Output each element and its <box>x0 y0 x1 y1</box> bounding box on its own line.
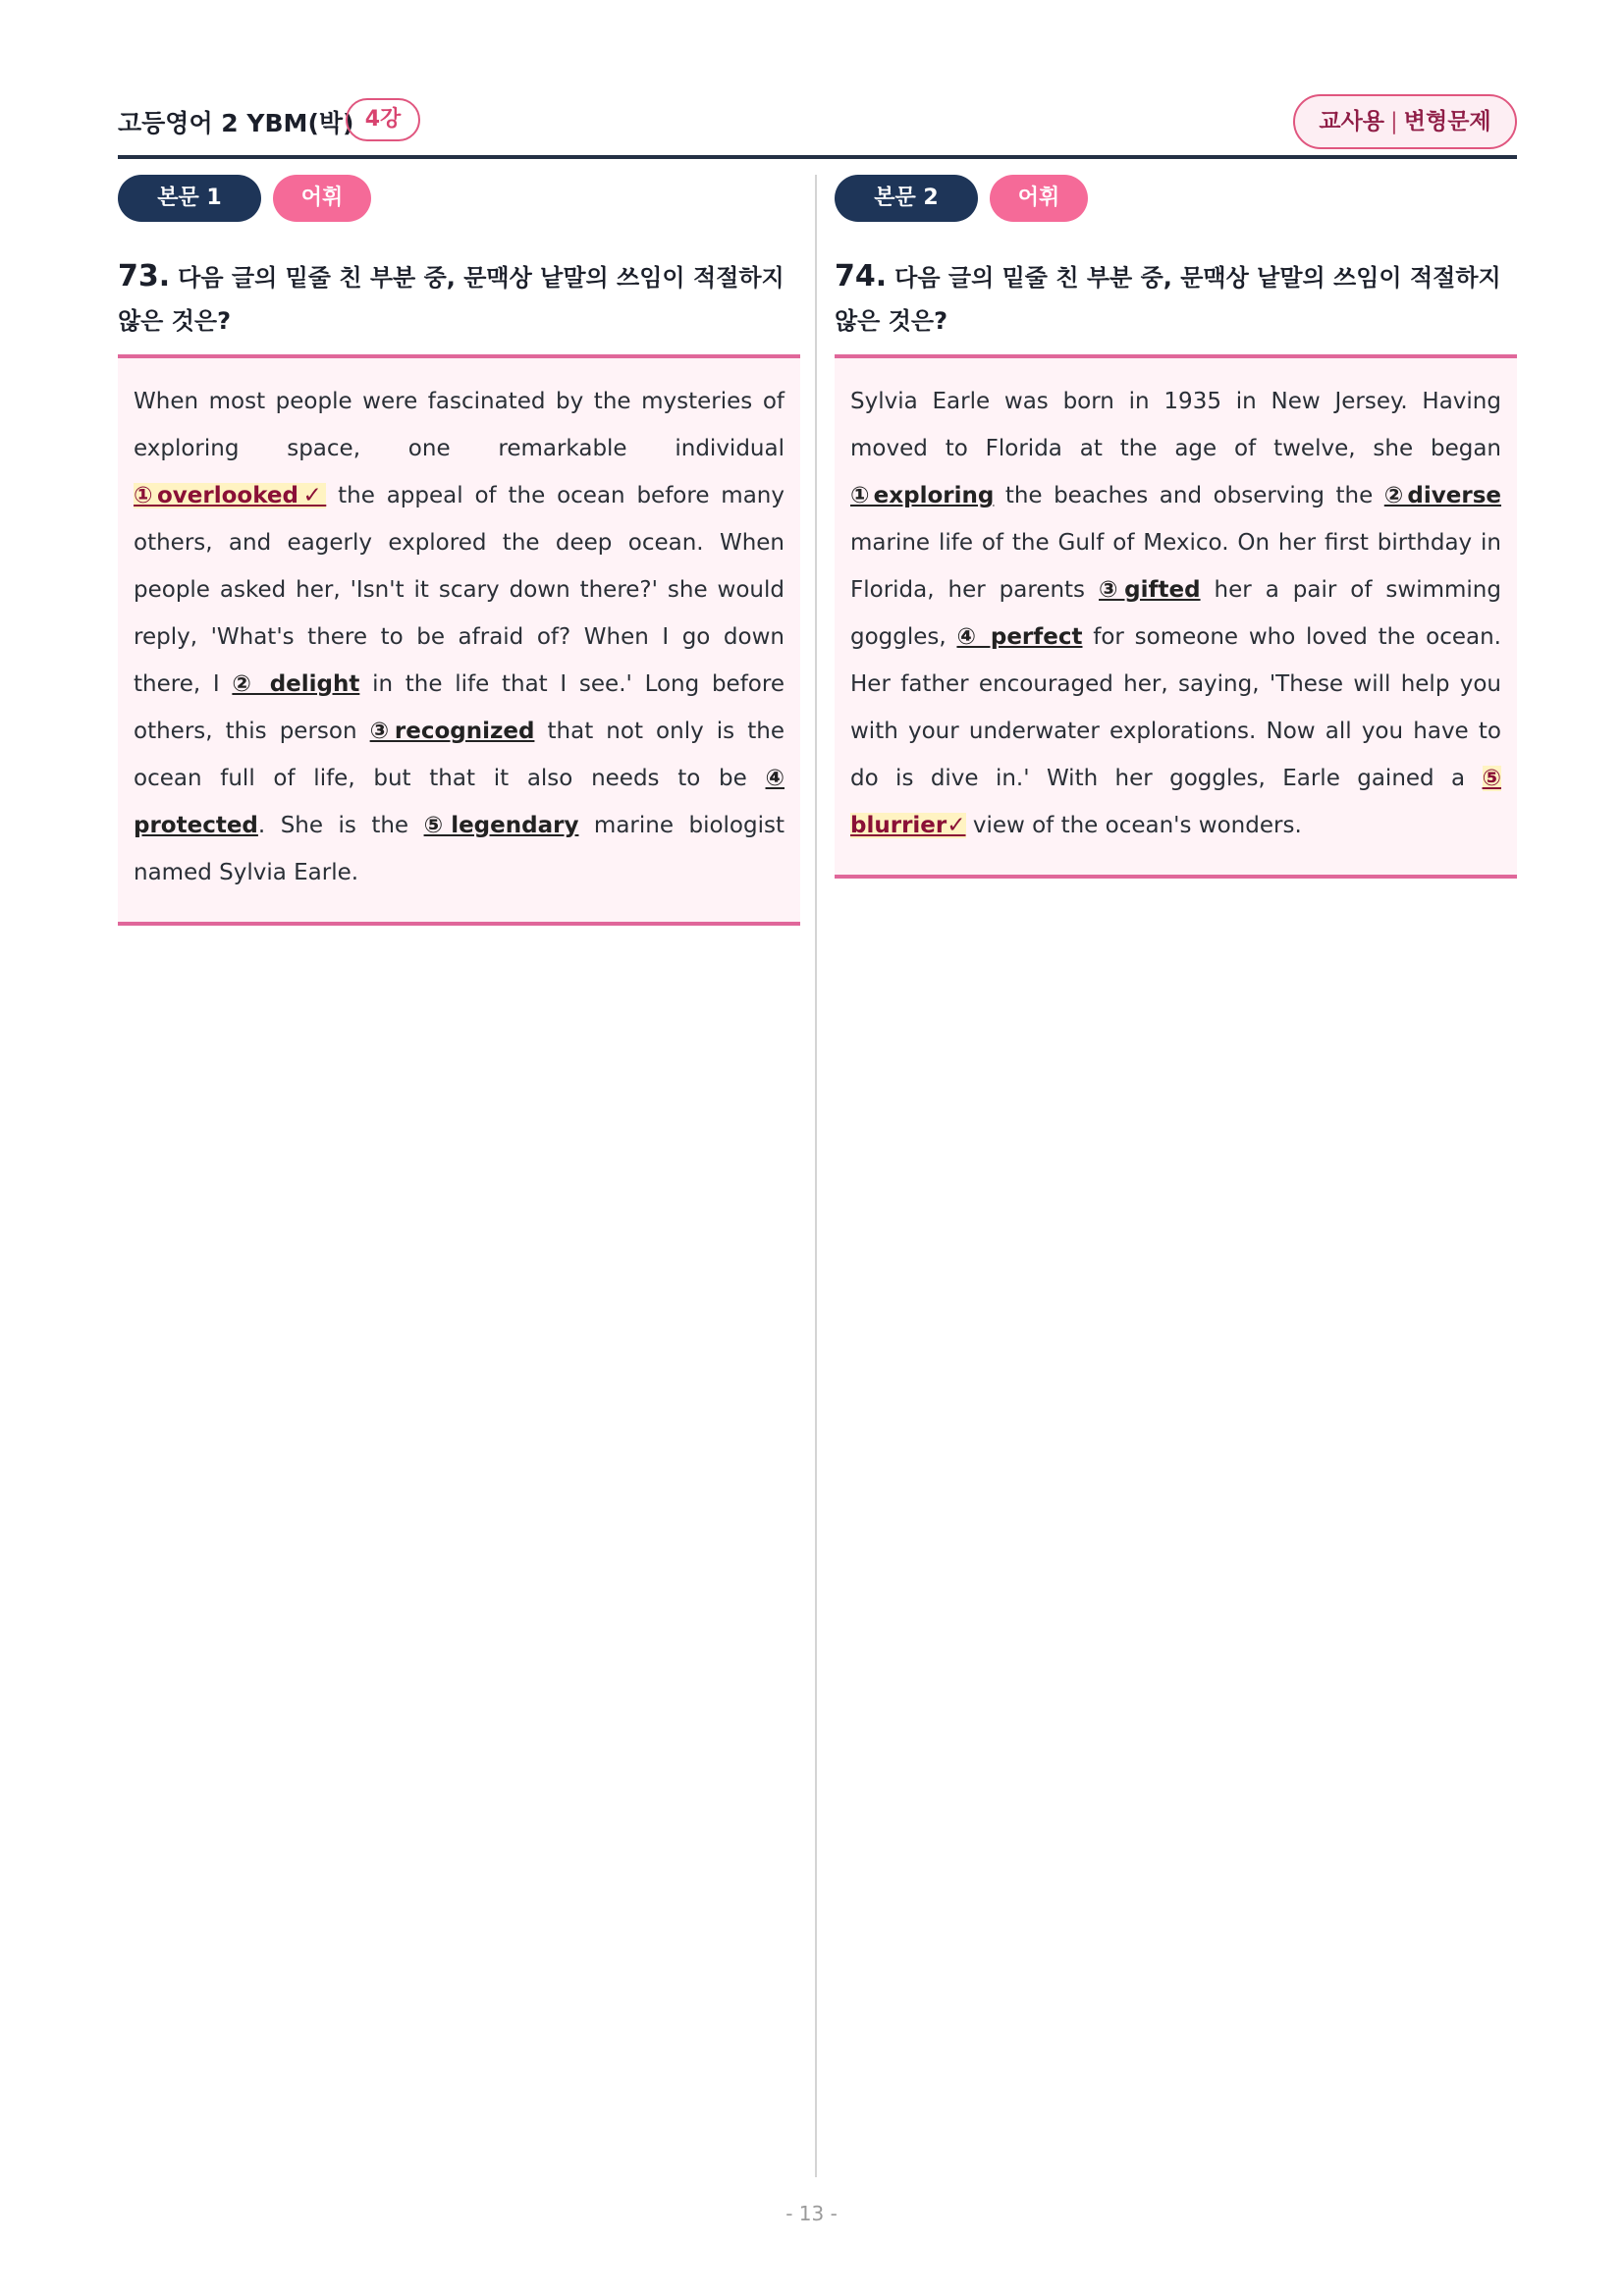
answer-choice: ④ perfect <box>956 624 1083 650</box>
answer-choice: ③recognized <box>369 719 535 744</box>
answer-choice: ⑤legendary <box>423 813 579 838</box>
category-pill: 어휘 <box>990 175 1088 222</box>
answer-choice: ④ protected <box>134 766 784 838</box>
question-prompt: 다음 글의 밑줄 친 부분 중, 문맥상 낱말의 쓰임이 적절하지 않은 것은? <box>118 264 784 335</box>
passage-text: When most people were fascinated by the mysteries of exploring space, one remarkable individual <box>134 389 784 461</box>
lesson-badge: 4강 <box>346 98 420 141</box>
passage-text: . She is the <box>257 813 424 838</box>
question-column-left <box>118 175 800 926</box>
passage-text: that not only is the ocean full of life, but that it also needs to be <box>134 719 784 791</box>
passage-text: marine biologist named Sylvia Earle. <box>134 813 784 885</box>
passage-box <box>835 358 1517 875</box>
passage-text: view of the ocean's wonders. <box>965 813 1302 838</box>
passage-text: marine life of the Gulf of Mexico. On her first birthday in Florida, her parents <box>850 530 1501 603</box>
question-heading <box>118 255 800 343</box>
question-number: 74. <box>835 259 888 294</box>
question-number: 73. <box>118 259 171 294</box>
passage-rule-bottom <box>835 875 1517 879</box>
edition-tag-teacher: 교사용 <box>1319 109 1385 134</box>
question-prompt: 다음 글의 밑줄 친 부분 중, 문맥상 낱말의 쓰임이 적절하지 않은 것은? <box>835 264 1501 335</box>
passage-text: the beaches and observing the <box>994 483 1384 508</box>
question-tags <box>835 175 1517 222</box>
passage-pill: 본문 1 <box>118 175 261 222</box>
edition-tag <box>1293 94 1517 149</box>
passage-text: the appeal of the ocean before many others, and eagerly explored the deep ocean. When people asked her, 'Isn't it scary down there?' she would reply, 'What's there to be afraid of? When I go down there, I <box>134 483 784 697</box>
column-divider <box>815 175 817 2177</box>
passage-text: Sylvia Earle was born in 1935 in New Jersey. Having moved to Florida at the age of twelve, she began <box>850 389 1501 461</box>
question-column-right <box>835 175 1517 879</box>
passage-pill: 본문 2 <box>835 175 978 222</box>
header-rule <box>118 155 1517 159</box>
passage-box <box>118 358 800 922</box>
question-heading <box>835 255 1517 343</box>
answer-choice: ③gifted <box>1099 577 1201 603</box>
page-header <box>118 94 1517 155</box>
textbook-title: 고등영어 2 YBM(박) <box>118 109 354 137</box>
passage-text: for someone who loved the ocean. Her father encouraged her, saying, 'These will help you with your underwater explorations. Now all you have to do is dive in.' With her goggles, Earle gained a <box>850 624 1501 791</box>
answer-choice-marked: ⑤ blurrier✓ <box>850 766 1501 838</box>
passage-text: in the life that I see.' Long before others, this person <box>134 671 784 744</box>
answer-choice: ② delight <box>232 671 360 697</box>
answer-choice: ①exploring <box>850 483 995 508</box>
category-pill: 어휘 <box>273 175 371 222</box>
question-tags <box>118 175 800 222</box>
passage-rule-bottom <box>118 922 800 926</box>
passage-text: her a pair of swimming goggles, <box>850 577 1501 650</box>
answer-choice: ②diverse <box>1383 483 1502 508</box>
edition-tag-separator: | <box>1390 109 1398 134</box>
answer-choice-marked: ①overlooked✓ <box>134 483 327 508</box>
edition-tag-type: 변형문제 <box>1403 109 1491 134</box>
page-number: - 13 - <box>785 2202 838 2225</box>
